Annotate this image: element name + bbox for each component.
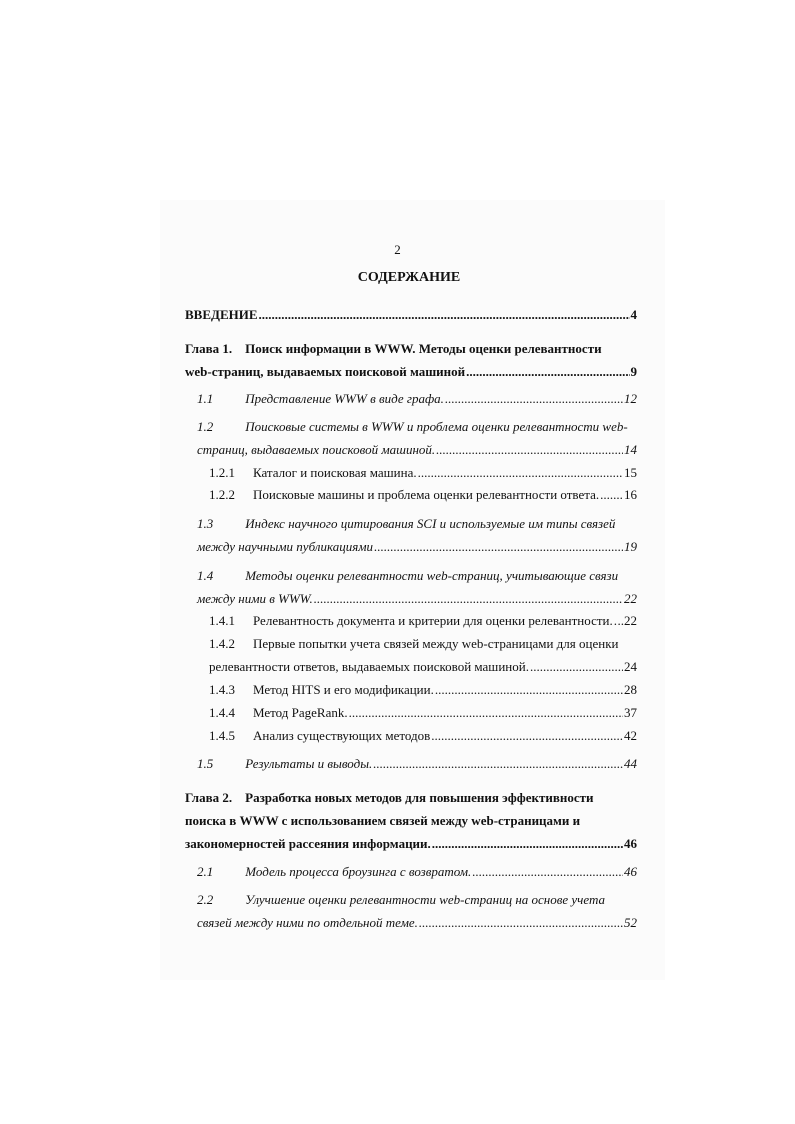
section-title: Представление WWW в виде графа. bbox=[245, 391, 444, 406]
page-number: 2 bbox=[394, 242, 401, 257]
toc-entry-label: ВВЕДЕНИЕ bbox=[185, 307, 258, 322]
chapter-title-line3: закономерностей рассеяния информации. bbox=[185, 836, 431, 851]
toc-entry-chapter1[interactable] bbox=[185, 339, 637, 359]
toc-page-number: 46 bbox=[624, 864, 637, 879]
toc-leader-dots bbox=[349, 703, 623, 723]
toc-leader-dots bbox=[530, 657, 623, 677]
section-title: Модель процесса броузинга с возвратом. bbox=[245, 864, 472, 879]
subsection-title: Поисковые машины и проблема оценки релевантности ответа. bbox=[253, 487, 600, 502]
toc-page-number: ..22 bbox=[617, 613, 637, 628]
toc-entry-2-1[interactable] bbox=[185, 862, 637, 882]
toc-leader-dots bbox=[314, 589, 623, 609]
section-number: 1.1 bbox=[197, 391, 214, 406]
toc-leader-dots bbox=[259, 305, 630, 325]
subsection-number: 1.2.2 bbox=[209, 487, 235, 502]
toc-entry-1-2-2[interactable] bbox=[185, 485, 637, 505]
section-title-line2: страниц, выдаваемых поисковой машиной. bbox=[197, 442, 436, 457]
subsection-title-line2: релевантности ответов, выдаваемых поисковой машиной. bbox=[209, 659, 529, 674]
subsection-number: 1.4.3 bbox=[209, 682, 235, 697]
toc-page-number: 12 bbox=[624, 391, 637, 406]
toc-page-number: 14 bbox=[624, 442, 637, 457]
toc-leader-dots bbox=[418, 463, 623, 483]
chapter-number: Глава 2. bbox=[185, 790, 233, 805]
toc-page-number: 28 bbox=[624, 682, 637, 697]
section-title: Результаты и выводы. bbox=[245, 756, 373, 771]
section-number: 1.3 bbox=[197, 516, 214, 531]
chapter-title-line1: Разработка новых методов для повышения эффективности bbox=[245, 790, 594, 805]
toc-leader-dots bbox=[614, 611, 617, 631]
toc-entry-1-4-4[interactable] bbox=[185, 703, 637, 723]
section-title-line2: между научными публикациями bbox=[197, 539, 374, 554]
section-title-line1: Методы оценки релевантности web-страниц, учитывающие связи bbox=[245, 568, 619, 583]
page-title: СОДЕРЖАНИЕ bbox=[357, 270, 461, 285]
section-number: 1.2 bbox=[197, 419, 214, 434]
toc-entry-1-4-2-cont[interactable] bbox=[185, 657, 637, 677]
section-number: 1.5 bbox=[197, 756, 214, 771]
toc-leader-dots bbox=[374, 537, 623, 557]
toc-leader-dots bbox=[435, 680, 623, 700]
toc-leader-dots bbox=[373, 754, 623, 774]
toc-entry-1-4[interactable] bbox=[185, 566, 637, 586]
toc-page-number: 24 bbox=[624, 659, 637, 674]
chapter-title-line1: Поиск информации в WWW. Методы оценки релевантности bbox=[245, 341, 602, 356]
toc-entry-chapter2-line2[interactable] bbox=[185, 811, 637, 831]
toc-page-number: 44 bbox=[624, 756, 637, 771]
subsection-number: 1.4.1 bbox=[209, 613, 235, 628]
toc-leader-dots bbox=[472, 862, 623, 882]
chapter-title-line2: поиска в WWW с использованием связей между web-страницами и bbox=[185, 813, 581, 828]
section-title-line1: Улучшение оценки релевантности web-страниц на основе учета bbox=[245, 892, 606, 907]
toc-leader-dots bbox=[432, 834, 623, 854]
section-number: 1.4 bbox=[197, 568, 214, 583]
section-title-line2: между ними в WWW. bbox=[197, 591, 313, 606]
toc-entry-chapter1-cont[interactable] bbox=[185, 362, 637, 382]
section-number: 2.2 bbox=[197, 892, 214, 907]
toc-entry-chapter2[interactable] bbox=[185, 788, 637, 808]
toc-leader-dots bbox=[466, 362, 629, 382]
toc-page-number: 9 bbox=[630, 364, 637, 379]
toc-entry-1-2-cont[interactable] bbox=[185, 440, 637, 460]
toc-leader-dots bbox=[431, 726, 623, 746]
toc-entry-1-4-2[interactable] bbox=[185, 634, 637, 654]
chapter-number: Глава 1. bbox=[185, 341, 233, 356]
subsection-title: Анализ существующих методов bbox=[253, 728, 431, 743]
toc-entry-1-4-1[interactable] bbox=[185, 611, 637, 631]
toc-entry-intro[interactable] bbox=[185, 305, 637, 325]
subsection-number: 1.4.2 bbox=[209, 636, 235, 651]
toc-entry-1-3-cont[interactable] bbox=[185, 537, 637, 557]
toc-entry-chapter2-cont[interactable] bbox=[185, 834, 637, 854]
toc-entry-1-5[interactable] bbox=[185, 754, 637, 774]
subsection-number: 1.4.5 bbox=[209, 728, 235, 743]
toc-page-number: 37 bbox=[624, 705, 637, 720]
toc-page-number: 46 bbox=[624, 836, 637, 851]
section-title-line1: Поисковые системы в WWW и проблема оценки релевантности web- bbox=[245, 419, 628, 434]
section-number: 2.1 bbox=[197, 864, 214, 879]
toc-entry-1-4-3[interactable] bbox=[185, 680, 637, 700]
subsection-title: Метод PageRank. bbox=[253, 705, 348, 720]
toc-leader-dots bbox=[445, 389, 623, 409]
toc-entry-2-2[interactable] bbox=[185, 890, 637, 910]
toc-entry-2-2-cont[interactable] bbox=[185, 913, 637, 933]
section-title-line1: Индекс научного цитирования SCI и используемые им типы связей bbox=[245, 516, 616, 531]
toc-leader-dots bbox=[419, 913, 623, 933]
subsection-title: Каталог и поисковая машина. bbox=[253, 465, 417, 480]
toc-page-number: 42 bbox=[624, 728, 637, 743]
toc-page-number: 16 bbox=[624, 487, 637, 502]
chapter-title-line2: web-страниц, выдаваемых поисковой машиной bbox=[185, 364, 466, 379]
toc-entry-1-3[interactable] bbox=[185, 514, 637, 534]
toc-entry-1-1[interactable] bbox=[185, 389, 637, 409]
subsection-title: Релевантность документа и критерии для оценки релевантности. bbox=[253, 613, 613, 628]
toc-entry-1-2-1[interactable] bbox=[185, 463, 637, 483]
subsection-title: Метод HITS и его модификации. bbox=[253, 682, 434, 697]
section-title-line2: связей между ними по отдельной теме. bbox=[197, 915, 418, 930]
toc-page-number: 22 bbox=[624, 591, 637, 606]
subsection-title-line1: Первые попытки учета связей между web-страницами для оценки bbox=[253, 636, 619, 651]
toc-entry-1-2[interactable] bbox=[185, 417, 637, 437]
toc-page-number: 19 bbox=[624, 539, 637, 554]
toc-leader-dots bbox=[436, 440, 623, 460]
toc-page-number: 52 bbox=[624, 915, 637, 930]
subsection-number: 1.4.4 bbox=[209, 705, 235, 720]
toc-page-number: 4 bbox=[630, 307, 637, 322]
subsection-number: 1.2.1 bbox=[209, 465, 235, 480]
toc-leader-dots bbox=[600, 485, 623, 505]
toc-page-number: 15 bbox=[624, 465, 637, 480]
toc-entry-1-4-5[interactable] bbox=[185, 726, 637, 746]
toc-entry-1-4-cont[interactable] bbox=[185, 589, 637, 609]
